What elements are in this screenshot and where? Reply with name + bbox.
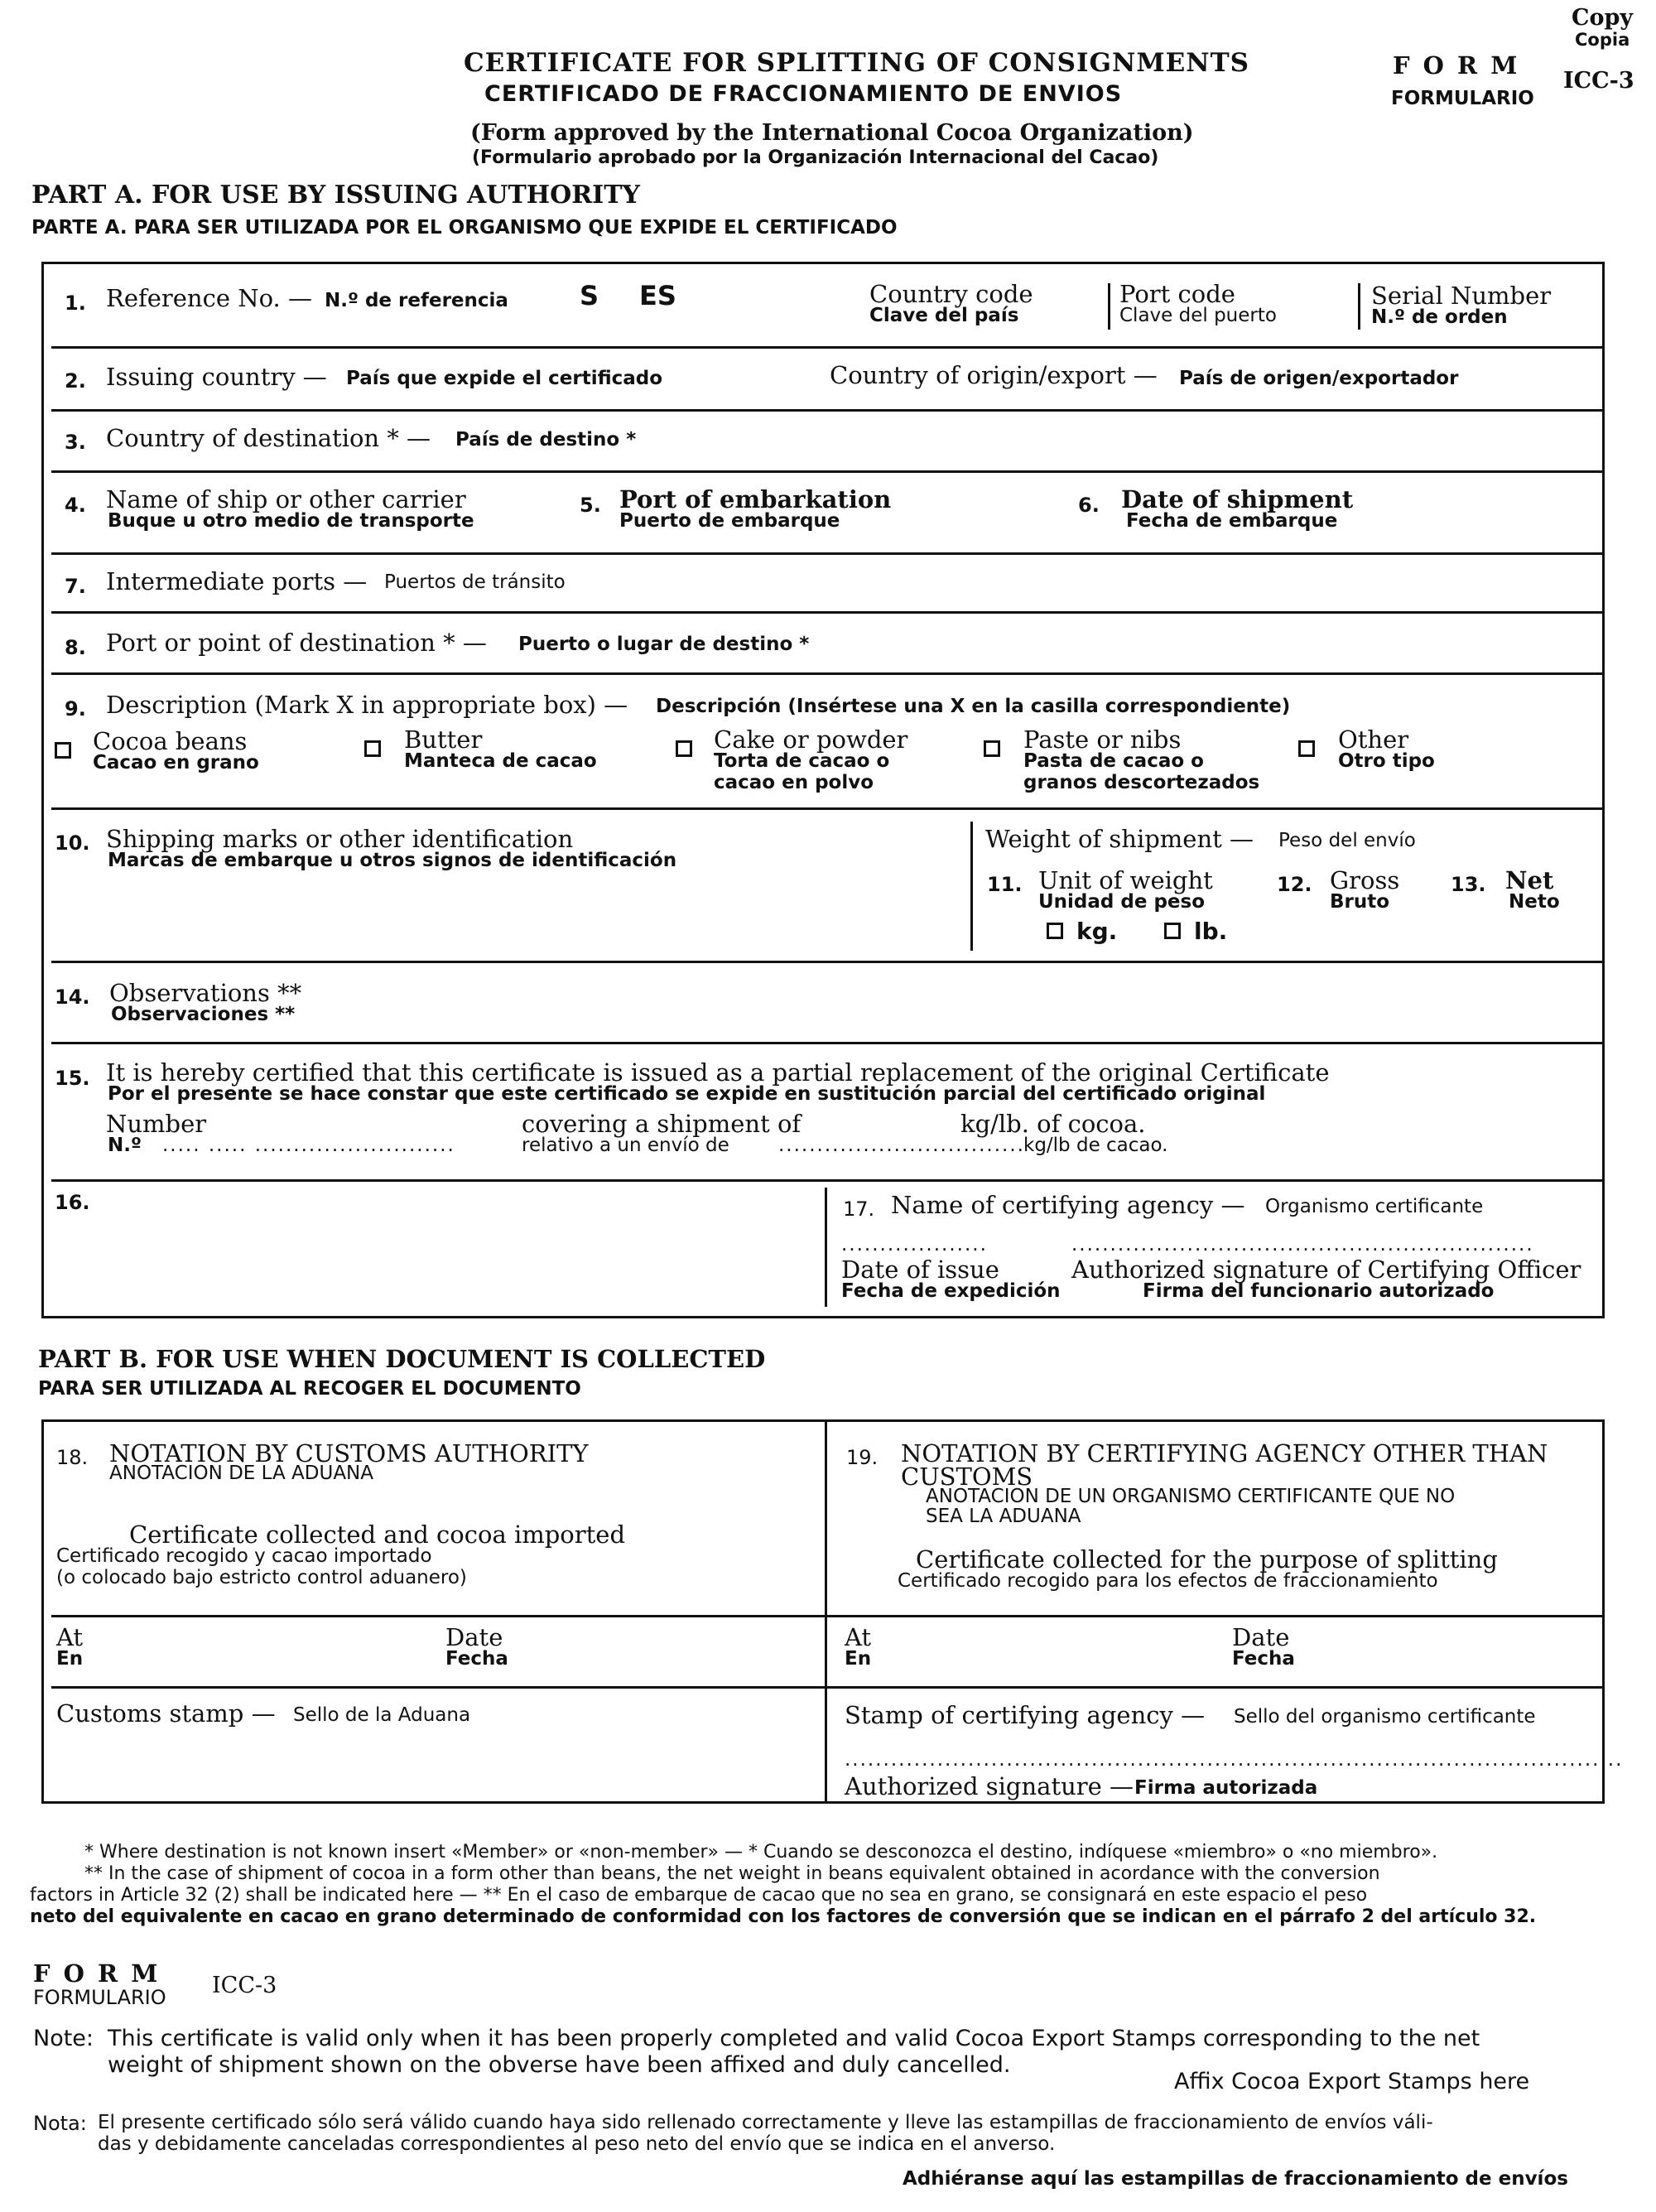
reference-es-code: ES bbox=[639, 280, 676, 311]
field-19-number: 19. bbox=[846, 1446, 879, 1469]
covering-label-es: relativo a un envío de bbox=[522, 1135, 729, 1156]
date-issue-label-es: Fecha de expedición bbox=[841, 1280, 1061, 1302]
divider bbox=[51, 346, 1605, 349]
field-16-number: 16. bbox=[55, 1191, 90, 1214]
signature-field[interactable]: ............................................................ bbox=[1071, 1234, 1534, 1255]
authorized-signature-field[interactable]: ..................................................................................................... bbox=[845, 1749, 1624, 1771]
weight-shipment-label-es: Peso del envío bbox=[1278, 830, 1416, 851]
butter-checkbox[interactable] bbox=[364, 740, 381, 757]
bottom-form-label-en: F O R M bbox=[33, 1959, 161, 1988]
bottom-form-label-es: FORMULARIO bbox=[33, 1986, 166, 2009]
port-code-label-es: Clave del puerto bbox=[1119, 305, 1277, 326]
certification-text-es: Por el presente se hace constar que este certificado se expide en sustitución parcial del certificado original bbox=[108, 1083, 1266, 1105]
port-destination-label: Port or point of destination * — bbox=[106, 629, 487, 657]
ship-name-label: Name of ship or other carrier bbox=[106, 485, 466, 513]
authorized-signature-label-es: Firma autorizada bbox=[1134, 1777, 1318, 1799]
affix-stamps-label: Affix Cocoa Export Stamps here bbox=[1174, 2069, 1530, 2094]
bottom-form-code: ICC-3 bbox=[212, 1973, 277, 1998]
agency-stamp-label-es: Sello del organismo certificante bbox=[1234, 1706, 1536, 1728]
part-a-heading-en: PART A. FOR USE BY ISSUING AUTHORITY bbox=[31, 181, 640, 210]
number-label-es: N.º bbox=[108, 1135, 142, 1156]
nota-line-2: das y debidamente canceladas correspondientes al peso neto del envío que se indica en el anverso. bbox=[98, 2133, 1056, 2155]
intermediate-ports-label: Intermediate ports — bbox=[106, 567, 368, 595]
shipping-marks-label: Shipping marks or other identification bbox=[106, 825, 574, 853]
intermediate-ports-label-es: Puertos de tránsito bbox=[384, 571, 566, 593]
cert-collected-splitting: Certificate collected for the purpose of splitting bbox=[916, 1545, 1498, 1573]
country-origin-label: Country of origin/export — bbox=[830, 361, 1158, 389]
cert-collected-imported: Certificate collected and cocoa imported bbox=[129, 1520, 626, 1549]
field-14-number: 14. bbox=[55, 986, 90, 1009]
shipment-quantity-field[interactable]: ................................ bbox=[778, 1135, 1025, 1156]
field-9-number: 9. bbox=[65, 697, 86, 720]
field-7-number: 7. bbox=[65, 575, 86, 598]
other-label-es: Otro tipo bbox=[1338, 750, 1435, 772]
customs-notation-label-es: ANOTACION DE LA ADUANA bbox=[109, 1463, 373, 1484]
net-label: Net bbox=[1505, 866, 1554, 894]
field-3-number: 3. bbox=[65, 431, 86, 454]
field-10-number: 10. bbox=[55, 831, 90, 855]
form-code: ICC-3 bbox=[1563, 68, 1634, 94]
authorized-signature-label: Authorized signature — bbox=[845, 1772, 1134, 1800]
unit-weight-label-es: Unidad de peso bbox=[1038, 891, 1206, 913]
country-destination-label-es: País de destino * bbox=[455, 429, 637, 451]
number-field[interactable]: ..... ..... .......................... bbox=[162, 1135, 455, 1156]
field-1-number: 1. bbox=[65, 292, 86, 315]
divider bbox=[1358, 283, 1360, 330]
country-destination-label: Country of destination * — bbox=[106, 424, 431, 452]
field-17-number: 17. bbox=[843, 1198, 875, 1221]
field-5-number: 5. bbox=[580, 494, 601, 517]
cert-collected-imported-es1: Certificado recogido y cacao importado bbox=[56, 1545, 432, 1567]
field-15-number: 15. bbox=[55, 1067, 90, 1090]
date-issue-field[interactable]: ................... bbox=[841, 1234, 988, 1255]
kg-checkbox[interactable] bbox=[1047, 923, 1063, 939]
paste-nibs-label-es: Pasta de cacao o bbox=[1023, 750, 1204, 772]
part-a-heading-es: PARTE A. PARA SER UTILIZADA POR EL ORGANISMO QUE EXPIDE EL CERTIFICADO bbox=[31, 217, 898, 239]
issuing-country-label-es: País que expide el certificado bbox=[346, 368, 663, 389]
unit-weight-label: Unit of weight bbox=[1038, 866, 1213, 894]
title-en: CERTIFICATE FOR SPLITTING OF CONSIGNMENTS bbox=[464, 48, 1250, 78]
port-embarkation-label: Port of embarkation bbox=[619, 485, 892, 513]
reference-no-label: Reference No. — bbox=[106, 284, 312, 312]
date-label-es: Fecha bbox=[445, 1648, 508, 1670]
agency-stamp-label: Stamp of certifying agency — bbox=[845, 1701, 1206, 1729]
serial-number-label: Serial Number bbox=[1371, 282, 1552, 310]
field-8-number: 8. bbox=[65, 636, 86, 659]
field-18-number: 18. bbox=[56, 1446, 89, 1469]
divider bbox=[51, 611, 1605, 614]
divider bbox=[51, 961, 1605, 963]
gross-label-es: Bruto bbox=[1330, 891, 1390, 913]
cake-powder-label: Cake or powder bbox=[714, 725, 908, 754]
serial-number-label-es: N.º de orden bbox=[1371, 306, 1508, 328]
port-embarkation-label-es: Puerto de embarque bbox=[619, 510, 840, 532]
butter-label-es: Manteca de cacao bbox=[404, 750, 597, 772]
divider bbox=[51, 552, 1605, 555]
at-label-es: En bbox=[56, 1648, 84, 1670]
nota-label: Nota: bbox=[33, 2112, 87, 2135]
shipping-marks-label-es: Marcas de embarque u otros signos de identificación bbox=[108, 850, 677, 871]
country-code-label: Country code bbox=[869, 280, 1033, 308]
divider bbox=[970, 822, 973, 951]
port-destination-label-es: Puerto o lugar de destino * bbox=[518, 634, 810, 655]
field-6-number: 6. bbox=[1078, 494, 1100, 517]
field-2-number: 2. bbox=[65, 369, 86, 393]
divider bbox=[51, 1179, 1605, 1182]
net-label-es: Neto bbox=[1509, 891, 1560, 913]
field-11-number: 11. bbox=[987, 873, 1023, 896]
divider bbox=[51, 807, 1605, 810]
divider bbox=[51, 470, 1605, 473]
approved-en: (Form approved by the International Cocoa Organization) bbox=[470, 120, 1194, 146]
divider bbox=[51, 409, 1605, 412]
kg-cocoa-label-es: kg/lb de cacao. bbox=[1023, 1135, 1168, 1156]
other-label: Other bbox=[1338, 725, 1409, 754]
field-13-number: 13. bbox=[1451, 873, 1486, 896]
cake-powder-checkbox[interactable] bbox=[676, 740, 692, 757]
signature-label: Authorized signature of Certifying Officer bbox=[1071, 1255, 1581, 1284]
issuing-country-label: Issuing country — bbox=[106, 363, 327, 391]
weight-shipment-label: Weight of shipment — bbox=[985, 825, 1254, 853]
description-label-es: Descripción (Insértese una X en la casilla correspondiente) bbox=[656, 696, 1291, 717]
part-b-heading-es: PARA SER UTILIZADA AL RECOGER EL DOCUMENTO bbox=[38, 1378, 581, 1400]
divider bbox=[51, 1615, 1605, 1617]
cake-powder-label-es2: cacao en polvo bbox=[714, 772, 874, 793]
agency-notation-label-es2: SEA LA ADUANA bbox=[926, 1506, 1081, 1527]
covering-label: covering a shipment of bbox=[522, 1110, 802, 1138]
other-checkbox[interactable] bbox=[1298, 740, 1315, 757]
divider bbox=[825, 1419, 827, 1804]
cake-powder-label-es: Torta de cacao o bbox=[714, 750, 890, 772]
footnote-2b: factors in Article 32 (2) shall be indicated here — ** En el caso de embarque de cacao que no sea en grano, se consignará en este espacio el peso bbox=[30, 1885, 1368, 1906]
certification-text: It is hereby certified that this certificate is issued as a partial replacement of the original Certificate bbox=[106, 1058, 1330, 1087]
date-issue-label: Date of issue bbox=[841, 1255, 999, 1284]
port-code-label: Port code bbox=[1119, 280, 1235, 308]
customs-notation-label: NOTATION BY CUSTOMS AUTHORITY bbox=[109, 1439, 589, 1467]
lb-label: lb. bbox=[1194, 918, 1228, 945]
country-code-label-es: Clave del país bbox=[869, 305, 1019, 326]
paste-nibs-label-es2: granos descortezados bbox=[1023, 772, 1260, 793]
observations-label: Observations ** bbox=[109, 979, 302, 1007]
copy-es: Copia bbox=[1575, 30, 1630, 50]
footnote-2a: ** In the case of shipment of cocoa in a form other than beans, the net weight in beans equivalent obtained in acordance with the conversion bbox=[84, 1863, 1380, 1884]
form-label-es: FORMULARIO bbox=[1391, 88, 1534, 109]
observations-label-es: Observaciones ** bbox=[111, 1004, 296, 1025]
field-12-number: 12. bbox=[1277, 873, 1312, 896]
date-label: Date bbox=[1232, 1623, 1290, 1651]
part-b-heading-en: PART B. FOR USE WHEN DOCUMENT IS COLLECTED bbox=[38, 1345, 766, 1373]
divider bbox=[51, 672, 1605, 675]
date-shipment-label: Date of shipment bbox=[1121, 485, 1354, 513]
cocoa-beans-label: Cocoa beans bbox=[93, 727, 248, 755]
cert-collected-imported-es2: (o colocado bajo estricto control aduanero) bbox=[56, 1567, 467, 1588]
form-label-en: F O R M bbox=[1393, 51, 1520, 80]
cert-collected-splitting-es: Certificado recogido para los efectos de fraccionamiento bbox=[898, 1570, 1438, 1592]
ship-name-label-es: Buque u otro medio de transporte bbox=[108, 510, 474, 532]
agency-notation-label-es1: ANOTACION DE UN ORGANISMO CERTIFICANTE QUE NO bbox=[926, 1486, 1456, 1507]
divider bbox=[1108, 283, 1110, 330]
note-line-2: weight of shipment shown on the obverse have been affixed and duly cancelled. bbox=[108, 2052, 1011, 2078]
title-es: CERTIFICADO DE FRACCIONAMIENTO DE ENVIOS bbox=[484, 81, 1123, 107]
signature-label-es: Firma del funcionario autorizado bbox=[1143, 1280, 1495, 1302]
number-label: Number bbox=[106, 1110, 207, 1138]
footnote-1: * Where destination is not known insert «Member» or «non-member» — * Cuando se desconozca el destino, indíquese «miembro» o «no miembro». bbox=[84, 1842, 1438, 1863]
paste-nibs-checkbox[interactable] bbox=[984, 740, 1000, 757]
paste-nibs-label: Paste or nibs bbox=[1023, 725, 1182, 754]
note-line-1: This certificate is valid only when it has been properly completed and valid Cocoa Export Stamps corresponding to the net bbox=[108, 2026, 1480, 2051]
customs-stamp-label: Customs stamp — bbox=[56, 1699, 276, 1728]
footnote-2c: neto del equivalente en cacao en grano determinado de conformidad con los factores de conversión que se indican en el párrafo 2 del artículo 32. bbox=[30, 1906, 1537, 1927]
reference-s: S bbox=[580, 280, 599, 311]
approved-es: (Formulario aprobado por la Organización Internacional del Cacao) bbox=[472, 147, 1159, 168]
copy-en: Copy bbox=[1572, 5, 1634, 31]
butter-label: Butter bbox=[404, 725, 483, 754]
divider bbox=[51, 1042, 1605, 1044]
gross-label: Gross bbox=[1330, 866, 1400, 894]
cocoa-beans-label-es: Cacao en grano bbox=[93, 752, 259, 773]
certifying-agency-label: Name of certifying agency — bbox=[891, 1191, 1245, 1219]
at-label: At bbox=[56, 1623, 84, 1651]
kg-label: kg. bbox=[1076, 918, 1118, 945]
divider bbox=[51, 1686, 1605, 1689]
nota-line-1: El presente certificado sólo será válido cuando haya sido rellenado correctamente y lleve las estampillas de fraccionamiento de envíos váli- bbox=[98, 2112, 1433, 2133]
note-label: Note: bbox=[33, 2026, 94, 2051]
at-label-es: En bbox=[845, 1648, 872, 1670]
reference-no-label-es: N.º de referencia bbox=[325, 290, 508, 311]
description-label: Description (Mark X in appropriate box) — bbox=[106, 691, 628, 719]
date-label-es: Fecha bbox=[1232, 1648, 1295, 1670]
customs-stamp-label-es: Sello de la Aduana bbox=[293, 1704, 471, 1726]
field-4-number: 4. bbox=[65, 494, 86, 517]
date-shipment-label-es: Fecha de embarque bbox=[1126, 510, 1338, 532]
agency-notation-label-2: CUSTOMS bbox=[901, 1463, 1033, 1491]
lb-checkbox[interactable] bbox=[1164, 923, 1181, 939]
divider bbox=[825, 1188, 827, 1307]
certifying-agency-label-es: Organismo certificante bbox=[1265, 1196, 1484, 1217]
cocoa-beans-checkbox[interactable] bbox=[55, 742, 71, 759]
kg-cocoa-label: kg/lb. of cocoa. bbox=[960, 1110, 1146, 1138]
date-label: Date bbox=[445, 1623, 503, 1651]
adhieranse-label: Adhiéranse aquí las estampillas de fraccionamiento de envíos bbox=[903, 2168, 1568, 2190]
at-label: At bbox=[845, 1623, 872, 1651]
agency-notation-label-1: NOTATION BY CERTIFYING AGENCY OTHER THAN bbox=[901, 1439, 1548, 1467]
country-origin-label-es: País de origen/exportador bbox=[1179, 368, 1459, 389]
